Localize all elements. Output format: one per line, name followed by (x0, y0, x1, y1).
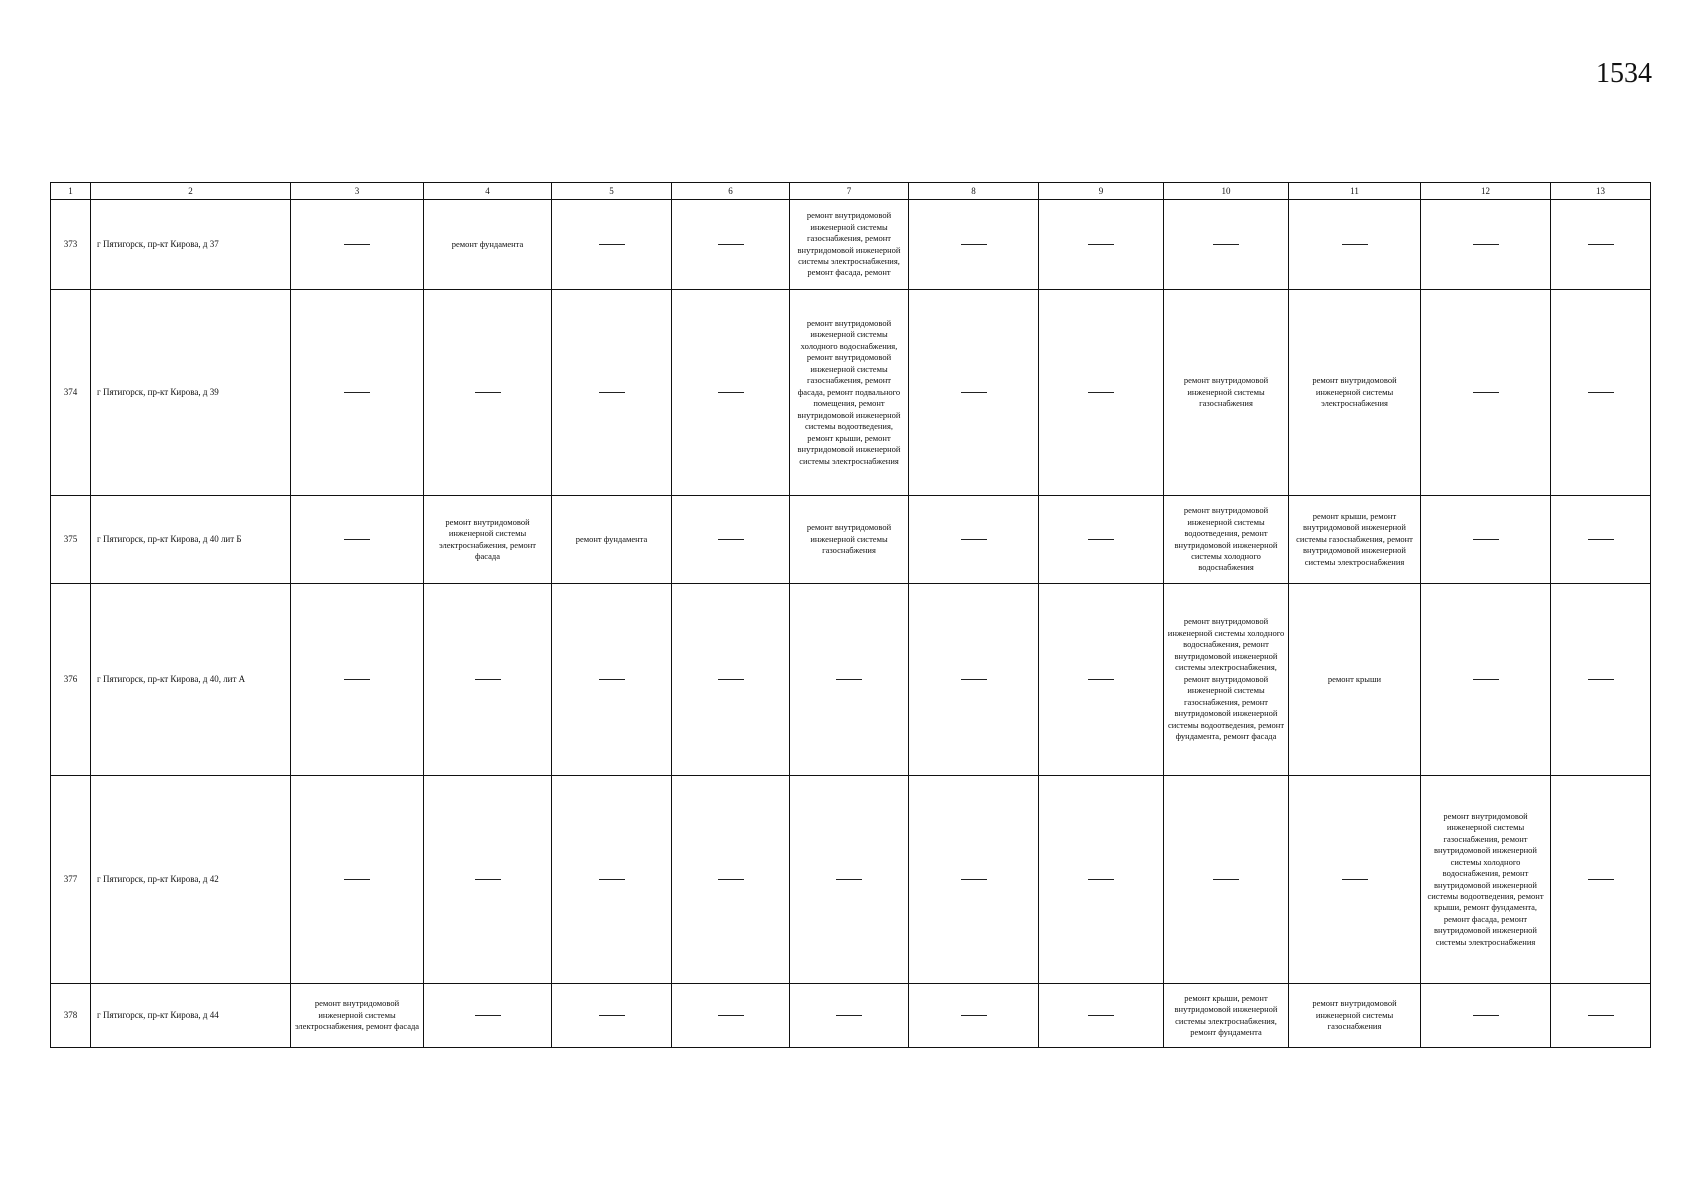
empty-cell (424, 776, 552, 984)
repair-text: ремонт внутридомовой инженерной системы электроснабжения, ремонт фасада (294, 998, 420, 1032)
dash-mark (599, 879, 625, 880)
repair-text: ремонт внутридомовой инженерной системы холодного водоснабжения, ремонт внутридомовой инженерной системы электроснабжения, ремонт внутридомовой инженерной системы газоснабжения, ремонт внутридомовой инженерной системы водоотведения, ремонт фундамента, ремонт фасада (1167, 616, 1285, 742)
dash-mark (718, 539, 744, 540)
empty-cell (790, 776, 909, 984)
dash-mark (1473, 539, 1499, 540)
empty-cell (909, 984, 1039, 1048)
repair-cell (552, 496, 672, 584)
empty-cell (1421, 984, 1551, 1048)
row-number: 377 (51, 776, 91, 984)
repair-text: ремонт крыши (1327, 673, 1382, 684)
empty-cell (1421, 584, 1551, 776)
empty-cell (1551, 584, 1651, 776)
repair-cell (790, 200, 909, 290)
column-number: 6 (672, 183, 790, 200)
dash-mark (836, 679, 862, 680)
dash-mark (344, 244, 370, 245)
column-number: 2 (91, 183, 291, 200)
empty-cell (1164, 776, 1289, 984)
column-number: 3 (291, 183, 424, 200)
empty-cell (672, 496, 790, 584)
dash-mark (1473, 1015, 1499, 1016)
empty-cell (552, 776, 672, 984)
empty-cell (1421, 290, 1551, 496)
empty-cell (424, 584, 552, 776)
repair-cell (1421, 776, 1551, 984)
dash-mark (961, 539, 987, 540)
empty-cell (672, 584, 790, 776)
repair-text: ремонт фундамента (451, 238, 524, 249)
address-cell: г Пятигорск, пр-кт Кирова, д 40, лит А (91, 584, 291, 776)
empty-cell (1164, 200, 1289, 290)
empty-cell (552, 984, 672, 1048)
empty-cell (1421, 200, 1551, 290)
dash-mark (1588, 539, 1614, 540)
row-number: 375 (51, 496, 91, 584)
dash-mark (1473, 392, 1499, 393)
repair-text: ремонт крыши, ремонт внутридомовой инженерной системы электроснабжения, ремонт фундамента (1174, 992, 1278, 1037)
empty-cell (424, 290, 552, 496)
empty-cell (909, 496, 1039, 584)
empty-cell (909, 584, 1039, 776)
empty-cell (909, 776, 1039, 984)
table-body (51, 200, 1651, 1048)
column-number: 10 (1164, 183, 1289, 200)
dash-mark (718, 244, 744, 245)
empty-cell (552, 200, 672, 290)
column-number: 12 (1421, 183, 1551, 200)
dash-mark (1088, 244, 1114, 245)
repair-cell (1289, 984, 1421, 1048)
dash-mark (475, 1015, 501, 1016)
empty-cell (552, 290, 672, 496)
dash-mark (1088, 1015, 1114, 1016)
dash-mark (1088, 539, 1114, 540)
dash-mark (344, 679, 370, 680)
dash-mark (1473, 679, 1499, 680)
repair-text: ремонт внутридомовой инженерной системы водоотведения, ремонт внутридомовой инженерной системы холодного водоснабжения (1174, 505, 1278, 573)
dash-mark (718, 1015, 744, 1016)
dash-mark (344, 539, 370, 540)
row-number: 376 (51, 584, 91, 776)
repair-text: ремонт крыши, ремонт внутридомовой инженерной системы газоснабжения, ремонт внутридомовой инженерной системы электроснабжения (1296, 510, 1413, 567)
empty-cell (1039, 290, 1164, 496)
dash-mark (475, 679, 501, 680)
empty-cell (291, 776, 424, 984)
dash-mark (961, 392, 987, 393)
dash-mark (599, 244, 625, 245)
dash-mark (1588, 679, 1614, 680)
repair-text: ремонт внутридомовой инженерной системы газоснабжения, ремонт внутридомовой инженерной системы электроснабжения, ремонт фасада, ремонт (797, 210, 901, 278)
column-number: 5 (552, 183, 672, 200)
row-number: 378 (51, 984, 91, 1048)
repair-text: ремонт внутридомовой инженерной системы холодного водоснабжения, ремонт внутридомовой инженерной системы газоснабжения, ремонт фасада, ремонт подвального помещения, ремонт внутридомовой инженерной системы водоотведения, ремонт крыши, ремонт внутридомовой инженерной системы электроснабжения (797, 317, 901, 466)
dash-mark (718, 392, 744, 393)
empty-cell (424, 984, 552, 1048)
dash-mark (836, 879, 862, 880)
column-number: 8 (909, 183, 1039, 200)
dash-mark (1588, 244, 1614, 245)
dash-mark (1588, 879, 1614, 880)
empty-cell (1039, 200, 1164, 290)
empty-cell (1551, 496, 1651, 584)
dash-mark (599, 679, 625, 680)
repair-cell (790, 496, 909, 584)
empty-cell (1039, 776, 1164, 984)
repair-cell (1289, 496, 1421, 584)
empty-cell (291, 200, 424, 290)
repair-cell (790, 290, 909, 496)
dash-mark (1213, 244, 1239, 245)
table-row (51, 290, 1651, 496)
address-cell: г Пятигорск, пр-кт Кирова, д 40 лит Б (91, 496, 291, 584)
dash-mark (344, 879, 370, 880)
repair-cell (1289, 584, 1421, 776)
repair-cell (424, 496, 552, 584)
dash-mark (1088, 879, 1114, 880)
dash-mark (718, 879, 744, 880)
dash-mark (1342, 244, 1368, 245)
empty-cell (909, 290, 1039, 496)
empty-cell (1039, 984, 1164, 1048)
dash-mark (344, 392, 370, 393)
row-number: 374 (51, 290, 91, 496)
address-cell: г Пятигорск, пр-кт Кирова, д 39 (91, 290, 291, 496)
column-number: 1 (51, 183, 91, 200)
empty-cell (1289, 200, 1421, 290)
repair-text: ремонт внутридомовой инженерной системы газоснабжения (1183, 375, 1269, 409)
repair-text: ремонт внутридомовой инженерной системы газоснабжения (1312, 998, 1397, 1032)
column-number: 11 (1289, 183, 1421, 200)
table-row (51, 984, 1651, 1048)
column-number: 13 (1551, 183, 1651, 200)
empty-cell (291, 584, 424, 776)
empty-cell (672, 290, 790, 496)
dash-mark (1588, 1015, 1614, 1016)
dash-mark (961, 1015, 987, 1016)
repair-cell (1164, 584, 1289, 776)
empty-cell (672, 200, 790, 290)
dash-mark (1213, 879, 1239, 880)
dash-mark (1473, 244, 1499, 245)
empty-cell (909, 200, 1039, 290)
table-row (51, 776, 1651, 984)
column-number: 9 (1039, 183, 1164, 200)
repair-cell (1164, 290, 1289, 496)
column-number-row (51, 183, 1651, 200)
empty-cell (291, 496, 424, 584)
empty-cell (1039, 584, 1164, 776)
empty-cell (1551, 200, 1651, 290)
repair-text: ремонт внутридомовой инженерной системы электроснабжения, ремонт фасада (439, 516, 536, 561)
repair-cell (291, 984, 424, 1048)
dash-mark (1342, 879, 1368, 880)
repair-schedule-table (50, 182, 1651, 1048)
empty-cell (672, 984, 790, 1048)
row-number: 373 (51, 200, 91, 290)
repair-text: ремонт внутридомовой инженерной системы газоснабжения (806, 522, 892, 556)
repair-cell (424, 200, 552, 290)
repair-text: ремонт внутридомовой инженерной системы электроснабжения (1312, 375, 1397, 409)
empty-cell (1421, 496, 1551, 584)
repair-text: ремонт фундамента (575, 533, 648, 544)
empty-cell (790, 584, 909, 776)
table-row (51, 200, 1651, 290)
column-number: 4 (424, 183, 552, 200)
dash-mark (961, 879, 987, 880)
table-row (51, 496, 1651, 584)
repair-cell (1164, 496, 1289, 584)
dash-mark (961, 244, 987, 245)
dash-mark (1588, 392, 1614, 393)
dash-mark (961, 679, 987, 680)
empty-cell (1289, 776, 1421, 984)
dash-mark (718, 679, 744, 680)
column-number: 7 (790, 183, 909, 200)
dash-mark (475, 879, 501, 880)
repair-cell (1164, 984, 1289, 1048)
address-cell: г Пятигорск, пр-кт Кирова, д 37 (91, 200, 291, 290)
table-row (51, 584, 1651, 776)
address-cell: г Пятигорск, пр-кт Кирова, д 42 (91, 776, 291, 984)
dash-mark (836, 1015, 862, 1016)
dash-mark (599, 1015, 625, 1016)
empty-cell (1551, 290, 1651, 496)
empty-cell (790, 984, 909, 1048)
dash-mark (1088, 679, 1114, 680)
repair-text: ремонт внутридомовой инженерной системы газоснабжения, ремонт внутридомовой инженерной системы холодного водоснабжения, ремонт внутридомовой инженерной системы водоотведения, ремонт крыши, ремонт фундамента, ремонт фасада, ремонт внутридомовой инженерной системы электроснабжения (1427, 810, 1544, 947)
dash-mark (475, 392, 501, 393)
repair-cell (1289, 290, 1421, 496)
dash-mark (599, 392, 625, 393)
empty-cell (552, 584, 672, 776)
empty-cell (1551, 776, 1651, 984)
empty-cell (291, 290, 424, 496)
page-number: 1534 (1596, 58, 1652, 89)
dash-mark (1088, 392, 1114, 393)
address-cell: г Пятигорск, пр-кт Кирова, д 44 (91, 984, 291, 1048)
empty-cell (1039, 496, 1164, 584)
empty-cell (1551, 984, 1651, 1048)
empty-cell (672, 776, 790, 984)
